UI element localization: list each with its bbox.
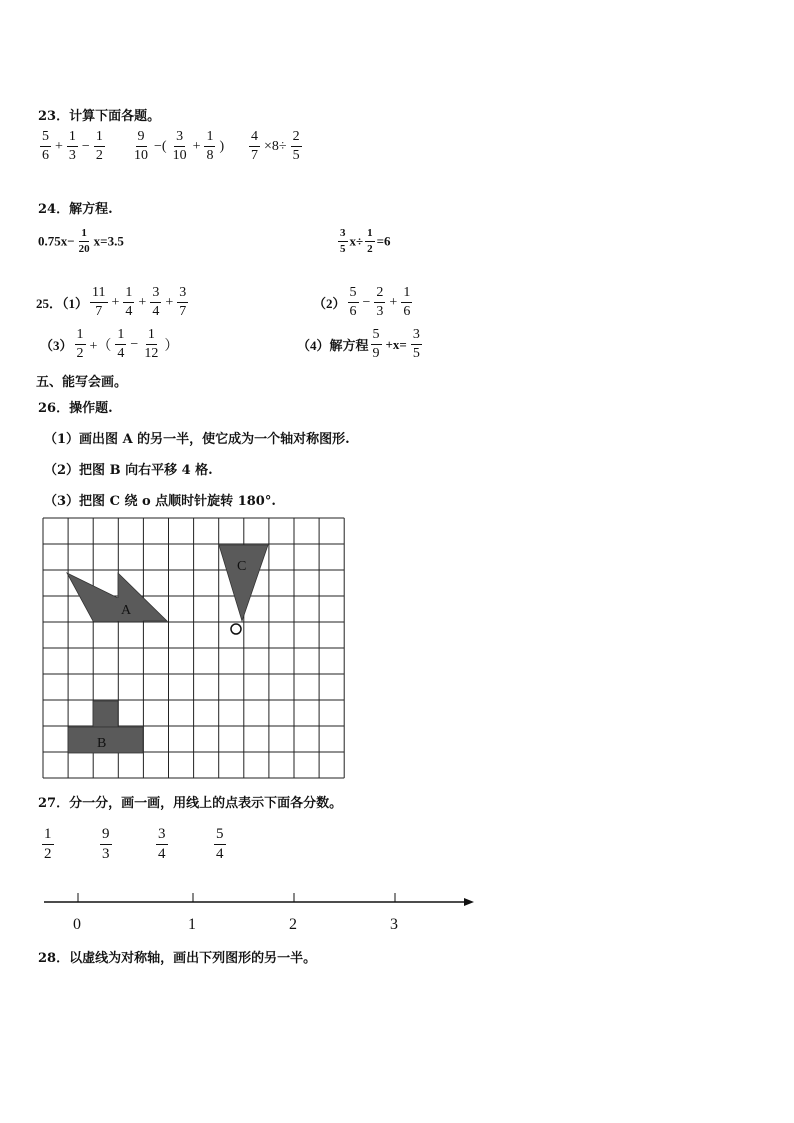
section-5-title: 五、能写会画。 <box>36 375 128 390</box>
q23-expression-1: $\frac{5}{6}$ + $\frac{1}{3}$ − $\frac{1}{2}$ <box>42 129 103 163</box>
q27-fraction-4: $\frac{5}{4}$ <box>216 826 224 862</box>
shape-a-label: A <box>121 603 132 618</box>
tick-label-0: 0 <box>73 916 81 933</box>
q25-part-4: （4）解方程 $\frac{5}{9}$ +x= $\frac{3}{5}$ <box>297 327 420 361</box>
q25-part-2: （2） $\frac{5}{6}$ − $\frac{2}{3}$ + $\frac{1}{6}$ <box>313 285 411 319</box>
q23-heading: 23．计算下面各题。 <box>38 109 161 124</box>
shape-b-label: B <box>97 736 107 751</box>
tick-label-2: 2 <box>289 916 297 933</box>
q24-equation-2: $\frac{3}{5}$ x÷ $\frac{1}{2}$ =6 <box>340 227 391 255</box>
q23-expression-2: $\frac{9}{10}$ −( $\frac{3}{10}$ + $\frac{1}{8}$ ) <box>134 129 225 163</box>
q27-heading: 27．分一分，画一画，用线上的点表示下面各分数。 <box>38 796 343 811</box>
q27-fraction-1: $\frac{1}{2}$ <box>44 826 52 862</box>
shape-c-label: C <box>237 559 247 574</box>
q25-part-3: （3） $\frac{1}{2}$ +（ $\frac{1}{4}$ − $\frac{1}{12}$ ） <box>40 327 179 361</box>
q26-heading: 26．操作题. <box>38 401 113 416</box>
q26-instruction-2: （2）把图 B 向右平移 4 格. <box>44 463 213 478</box>
q24-equation-1: 0.75x− $\frac{1}{20}$ x=3.5 <box>38 227 124 255</box>
q24-heading: 24．解方程. <box>38 202 113 217</box>
q26-instruction-1: （1）画出图 A 的另一半，使它成为一个轴对称图形. <box>44 432 350 447</box>
number-line-arrow <box>464 898 474 906</box>
q25-part-1: 25．（1） $\frac{11}{7}$ + $\frac{1}{4}$ + $\frac{3}{4}$ + $\frac{3}{7}$ <box>36 285 187 319</box>
q26-instruction-3: （3）把图 C 绕 o 点顺时针旋转 180°. <box>44 494 276 509</box>
tick-label-1: 1 <box>188 916 196 933</box>
q23-expression-3: $\frac{4}{7}$ ×8÷ $\frac{2}{5}$ <box>251 129 300 163</box>
q28-heading: 28．以虚线为对称轴，画出下列图形的另一半。 <box>38 951 317 966</box>
q27-fraction-2: $\frac{9}{3}$ <box>102 826 110 862</box>
q27-fraction-3: $\frac{3}{4}$ <box>158 826 166 862</box>
tick-label-3: 3 <box>390 916 398 933</box>
